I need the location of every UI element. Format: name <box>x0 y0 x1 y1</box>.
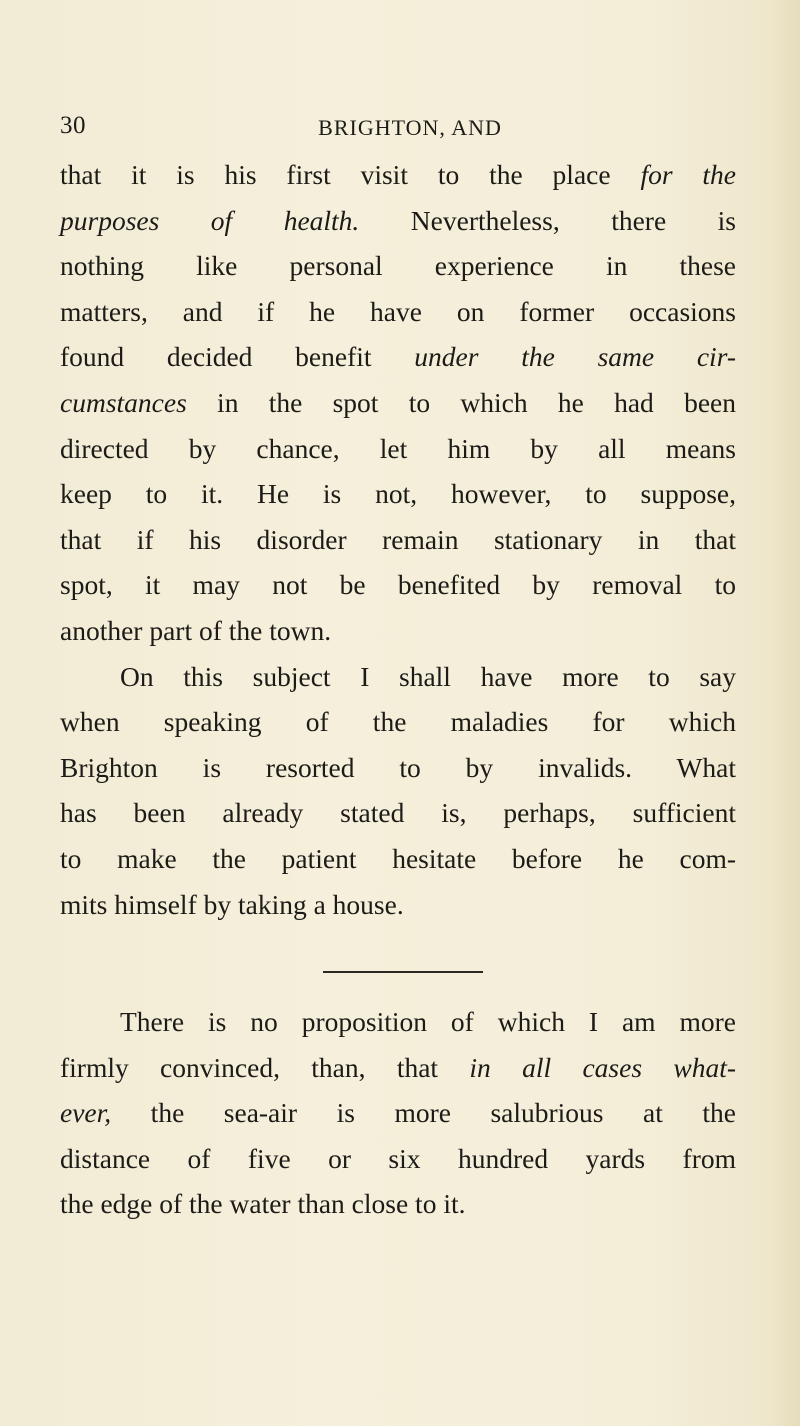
text-line: matters, and if he have on former occasions <box>60 295 736 327</box>
text-line: when speaking of the maladies for which <box>60 706 736 738</box>
text-line: has been already stated is, perhaps, sufficient <box>60 797 736 829</box>
text-line: that if his disorder remain stationary in that <box>60 523 736 555</box>
running-head: BRIGHTON, AND <box>318 115 502 140</box>
body-text-continued <box>60 999 736 1227</box>
text-line: found decided benefit under the same cir- <box>60 341 736 373</box>
text-line: There is no proposition of which I am more <box>120 1006 736 1037</box>
text-line: nothing like personal experience in these <box>60 250 736 282</box>
text-line: the edge of the water than close to it. <box>60 1188 466 1220</box>
text-line: firmly convinced, than, that in all cases what- <box>60 1051 736 1083</box>
text-line: distance of five or six hundred yards from <box>60 1142 736 1174</box>
text-line: cumstances in the spot to which he had been <box>60 386 736 418</box>
text-line: keep to it. He is not, however, to suppose, <box>60 478 736 510</box>
text-line: Brighton is resorted to by invalids. What <box>60 751 736 783</box>
text-line: On this subject I shall have more to say <box>120 660 736 692</box>
text-line: to make the patient hesitate before he com- <box>60 842 736 874</box>
section-divider <box>323 971 483 973</box>
text-line: directed by chance, let him by all means <box>60 432 736 464</box>
text-line: ever, the sea-air is more salubrious at the <box>60 1097 736 1129</box>
text-line: another part of the town. <box>60 614 332 646</box>
text-line: mits himself by taking a house. <box>60 888 404 920</box>
page-number: 30 <box>60 112 86 139</box>
page-header <box>60 112 740 152</box>
text-line: that it is his first visit to the place for the <box>60 159 736 190</box>
text-line: spot, it may not be benefited by removal to <box>60 569 736 601</box>
text-line: purposes of health. Nevertheless, there is <box>60 204 736 236</box>
body-text <box>60 152 736 927</box>
